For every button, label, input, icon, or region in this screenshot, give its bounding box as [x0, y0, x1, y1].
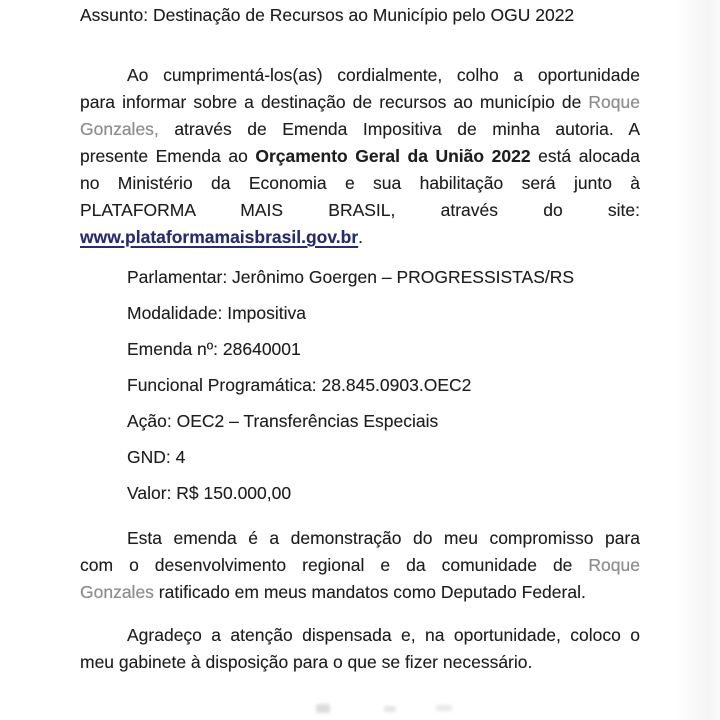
text-segment: ratificado em meus mandatos como Deputado Federal. — [153, 582, 586, 602]
text-segment: . — [358, 227, 364, 247]
intro-paragraph — [80, 62, 640, 251]
municipality-name: Gonzales — [80, 582, 154, 602]
text-line — [80, 552, 640, 579]
municipality-name: Gonzales, — [80, 119, 159, 139]
text-line — [80, 224, 640, 251]
text-line — [80, 116, 640, 143]
text-segment: presente Emenda ao — [80, 146, 256, 166]
text-line — [80, 525, 640, 552]
commitment-paragraph — [80, 525, 640, 606]
text-segment: meu gabinete à disposição para o que se fizer necessário. — [80, 652, 533, 672]
text-line — [80, 197, 640, 224]
text-segment: com o desenvolvimento regional e da comunidade de — [80, 555, 589, 575]
detail-item: Ação: OEC2 – Transferências Especiais — [127, 411, 439, 431]
text-segment: para informar sobre a destinação de recursos ao município de — [80, 92, 589, 112]
detail-item: Valor: R$ 150.000,00 — [127, 483, 292, 503]
text-segment: através de Emenda Impositiva de minha autoria. A — [158, 119, 640, 139]
detail-item: GND: 4 — [127, 447, 186, 467]
text-line — [80, 649, 640, 676]
municipality-name: Roque — [588, 92, 640, 112]
plataforma-mais-brasil-link[interactable]: www.plataformamaisbrasil.gov.br — [80, 227, 359, 247]
text-segment: está alocada — [530, 146, 640, 166]
text-line — [80, 579, 640, 606]
bold-emphasis: Orçamento Geral da União 2022 — [255, 146, 531, 166]
detail-item: Parlamentar: Jerônimo Goergen – PROGRESSISTAS/RS — [127, 267, 575, 287]
detail-item: Funcional Programática: 28.845.0903.OEC2 — [127, 375, 472, 395]
text-segment: no Ministério da Economia e sua habilitação será junto à — [80, 173, 640, 193]
text-segment: Agradeço a atenção dispensada e, na oportunidade, coloco o — [127, 625, 640, 645]
subject-line: Assunto: Destinação de Recursos ao Município pelo OGU 2022 — [80, 5, 575, 25]
text-line — [80, 622, 640, 649]
text-segment: Esta emenda é a demonstração do meu compromisso para — [127, 528, 640, 548]
text-line — [80, 143, 640, 170]
detail-item: Modalidade: Impositiva — [127, 303, 306, 323]
text-segment: Ao cumprimentá-los(as) cordialmente, colho a oportunidade — [127, 65, 640, 85]
municipality-name: Roque — [588, 555, 640, 575]
text-line — [80, 89, 640, 116]
closing-paragraph — [80, 622, 640, 676]
text-line — [80, 170, 640, 197]
emenda-details — [80, 264, 640, 507]
text-line — [80, 62, 640, 89]
text-segment: PLATAFORMA MAIS BRASIL, através do site: — [80, 200, 640, 220]
detail-item: Emenda nº: 28640001 — [127, 339, 301, 359]
